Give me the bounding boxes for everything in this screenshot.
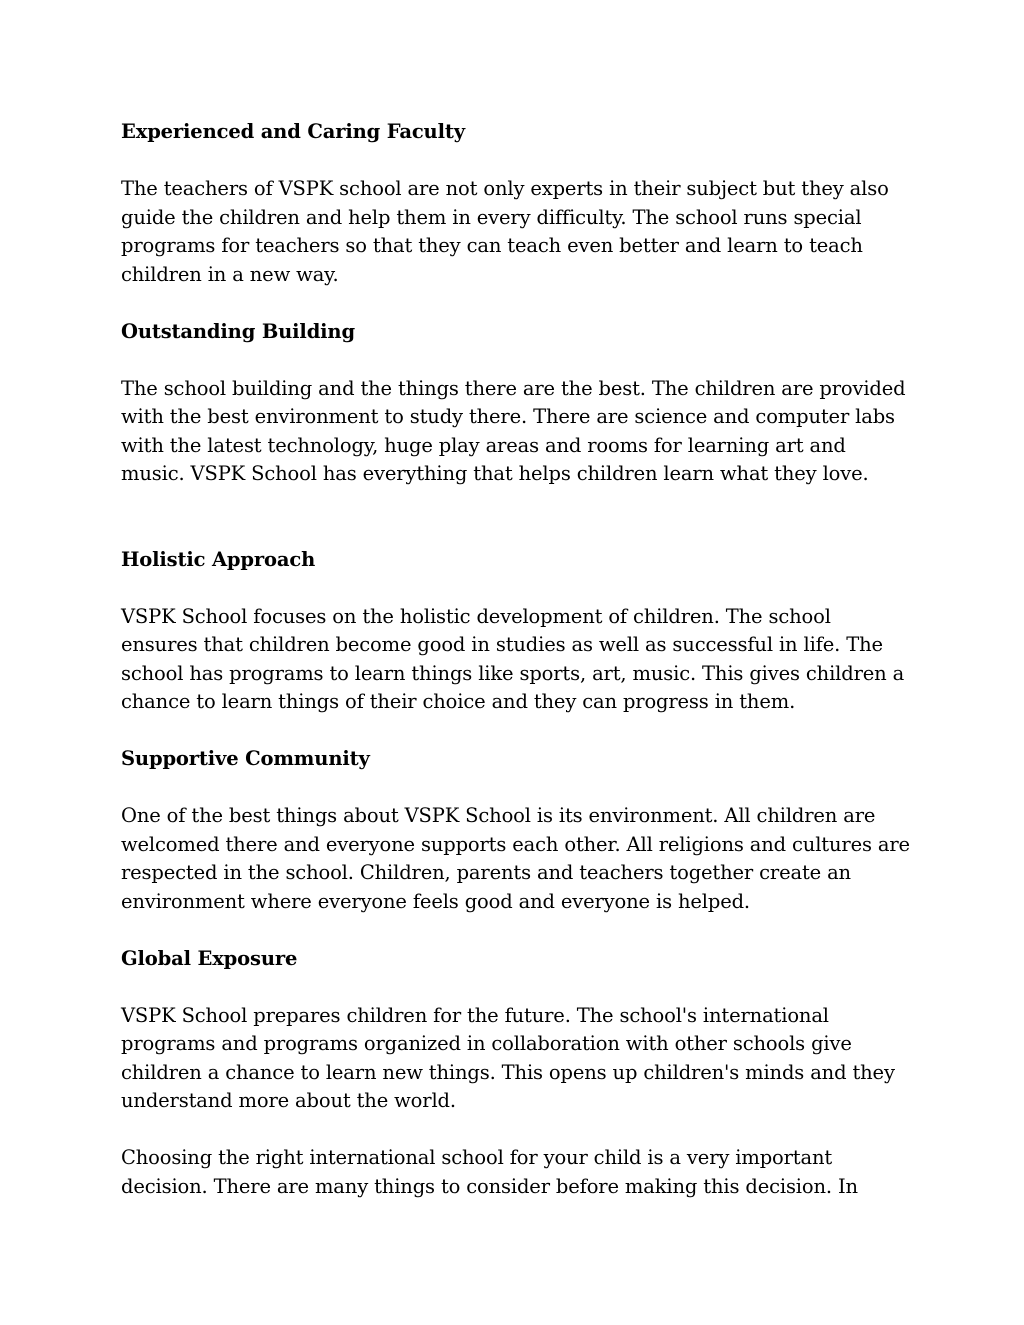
spacer [121, 1116, 911, 1145]
spacer [121, 916, 911, 945]
spacer [121, 973, 911, 1002]
section-body-holistic: VSPK School focuses on the holistic development of children. The school ensures that children become good in studies as well as successful in life. The school has programs to learn things like sports, art, music. This gives children a chance to learn things of their choice and they can progress in them. [121, 604, 905, 713]
document-body [121, 118, 911, 1201]
section-heading-community: Supportive Community [121, 747, 370, 770]
section-body-community: One of the best things about VSPK School is its environment. All children are welcomed there and everyone supports each other. All religions and cultures are respected in the school. Children, parents and teachers together create an environment where everyone feels good and everyone is helped. [121, 804, 910, 913]
closing-paragraph: Choosing the right international school for your child is a very important decision. There are many things to consider before making this decision. In [121, 1146, 858, 1198]
spacer [121, 289, 911, 318]
spacer [121, 717, 911, 746]
section-heading-holistic: Holistic Approach [121, 547, 316, 571]
section-heading-global: Global Exposure [121, 946, 298, 970]
spacer [121, 147, 911, 176]
spacer [121, 346, 911, 375]
spacer [121, 574, 911, 603]
section-body-global: VSPK School prepares children for the future. The school's international programs and programs organized in collaboration with other schools give children a chance to learn new things. This opens up children's minds and they understand more about the world. [121, 1003, 895, 1112]
section-heading-building: Outstanding Building [121, 319, 355, 343]
spacer [121, 774, 911, 803]
spacer [121, 489, 911, 546]
section-heading-faculty: Experienced and Caring Faculty [121, 120, 465, 143]
section-body-faculty: The teachers of VSPK school are not only experts in their subject but they also guide the children and help them in every difficulty. The school runs special programs for teachers so that they can teach even better and learn to teach children in a new way. [121, 177, 889, 286]
section-body-building: The school building and the things there are the best. The children are provided with the best environment to study there. There are science and computer labs with the latest technology, huge play areas and rooms for learning art and music. VSPK School has everything that helps children learn what they love. [121, 376, 906, 485]
